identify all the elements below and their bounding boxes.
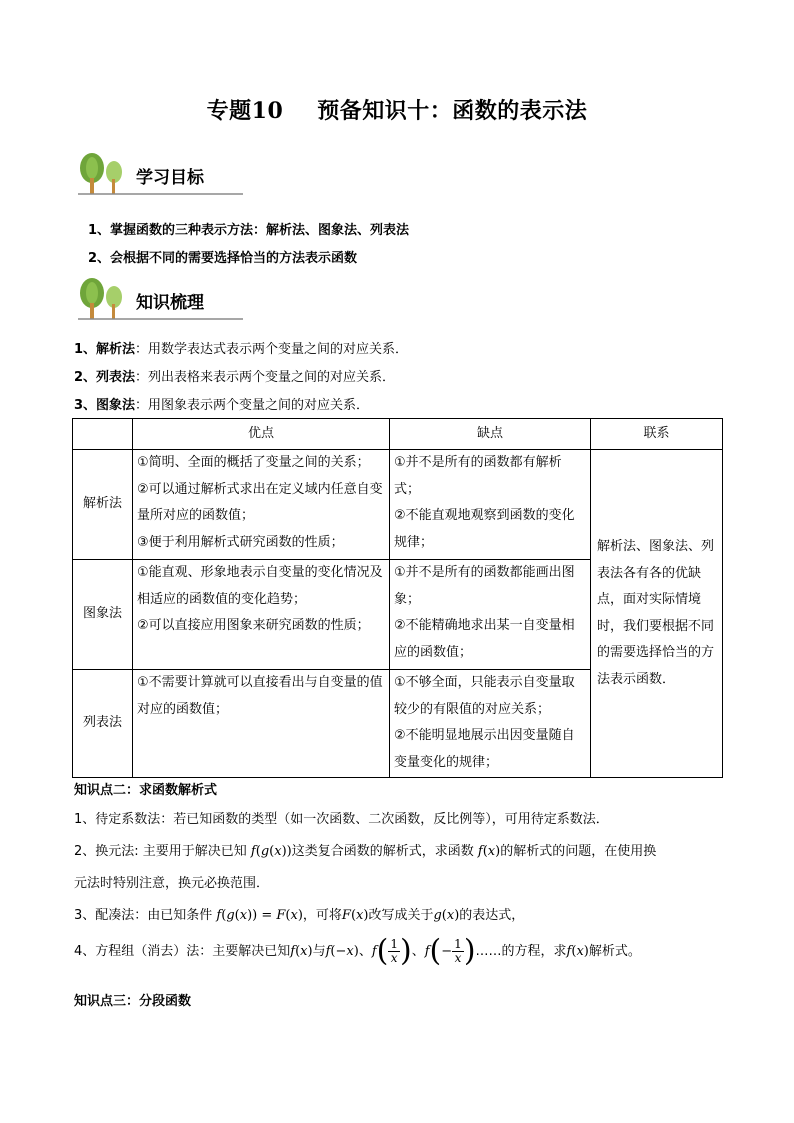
cons-item: ①不够全面，只能表示自变量取较少的有限值的对应关系； bbox=[394, 675, 575, 717]
pros-item: ①不需要计算就可以直接看出与自变量的值对应的函数值； bbox=[137, 675, 383, 717]
kp2-line-1: 1、待定系数法：若已知函数的类型（如一次函数、二次函数，反比例等），可用待定系数法． bbox=[74, 812, 609, 827]
table-header-row bbox=[73, 419, 723, 450]
row-name: 图象法 bbox=[73, 560, 133, 670]
cons-item: ②不能明显地展示出因变量随自变量变化的规律； bbox=[394, 728, 575, 770]
table-row bbox=[73, 450, 723, 560]
knowledge-header-label: 知识梳理 bbox=[136, 293, 204, 313]
cons-item: ①并不是所有的函数都有解析式； bbox=[394, 455, 562, 497]
comparison-table bbox=[72, 418, 723, 778]
pros-item: ①能直观、形象地表示自变量的变化情况及相适应的函数值的变化趋势； bbox=[137, 565, 383, 607]
cons-item: ②不能直观地观察到函数的变化规律； bbox=[394, 508, 575, 550]
kp2-line-3: 3、配凑法：由已知条件 f(g(x)) = F(x)，可将F(x)改写成关于g(x)的表达式， bbox=[74, 908, 525, 923]
header-cell-cons: 缺点 bbox=[390, 419, 591, 450]
link-cell: 解析法、图象法、列表法各有各的优缺点，面对实际情境时，我们要根据不同的需要选择恰当的方法表示函数． bbox=[591, 450, 723, 778]
cons-item: ①并不是所有的函数都能画出图象； bbox=[394, 565, 575, 607]
page-title bbox=[0, 94, 794, 125]
kp2-line-4: 4、方程组（消去）法：主要解决已知f(x)与f(−x)、f( $\frac{1}{x}$ )、f(− $\frac{1}{x}$ )……的方程，求f(x)解析式。 bbox=[74, 933, 641, 969]
method-analytic: 1、解析法：用数学表达式表示两个变量之间的对应关系． bbox=[74, 342, 409, 357]
kp2-line-2-cont: 元法时特别注意，换元必换范围． bbox=[74, 876, 270, 891]
pros-item: ①简明、全面的概括了变量之间的关系； bbox=[137, 455, 370, 470]
header-cell-empty bbox=[73, 419, 133, 450]
goal-item-1: 1、掌握函数的三种表示方法：解析法、图象法、列表法 bbox=[88, 223, 410, 238]
cons-item: ②不能精确地求出某一自变量相应的函数值； bbox=[394, 618, 575, 660]
title-topic: 专题10 bbox=[206, 98, 284, 124]
kp3-title: 知识点三：分段函数 bbox=[74, 994, 192, 1009]
row-name: 列表法 bbox=[73, 670, 133, 778]
title-subject: 预备知识十：函数的表示法 bbox=[317, 98, 588, 124]
kp2-line-2: 2、换元法: 主要用于解决已知 f(g(x))这类复合函数的解析式，求函数 f(x)的解析式的问题，在使用换 bbox=[74, 844, 657, 859]
pros-cell bbox=[133, 670, 390, 778]
pros-cell bbox=[133, 560, 390, 670]
goal-item-2: 2、会根据不同的需要选择恰当的方法表示函数 bbox=[88, 251, 358, 266]
pros-item: ②可以直接应用图象来研究函数的性质； bbox=[137, 618, 370, 633]
kp2-title: 知识点二：求函数解析式 bbox=[74, 783, 218, 798]
goals-header-label: 学习目标 bbox=[136, 168, 204, 188]
goals-section-header bbox=[78, 152, 248, 194]
row-name: 解析法 bbox=[73, 450, 133, 560]
cons-cell bbox=[390, 450, 591, 560]
cons-cell bbox=[390, 560, 591, 670]
pros-item: ②可以通过解析式求出在定义域内任意自变量所对应的函数值； bbox=[137, 481, 383, 523]
knowledge-section-header bbox=[78, 277, 248, 319]
pros-item: ③便于利用解析式研究函数的性质； bbox=[137, 534, 344, 550]
cons-cell bbox=[390, 670, 591, 778]
method-list: 2、列表法：列出表格来表示两个变量之间的对应关系． bbox=[74, 370, 396, 385]
header-cell-pros: 优点 bbox=[133, 419, 390, 450]
method-graph: 3、图象法：用图象表示两个变量之间的对应关系． bbox=[74, 398, 370, 413]
header-cell-link: 联系 bbox=[591, 419, 723, 450]
pros-cell bbox=[133, 450, 390, 560]
